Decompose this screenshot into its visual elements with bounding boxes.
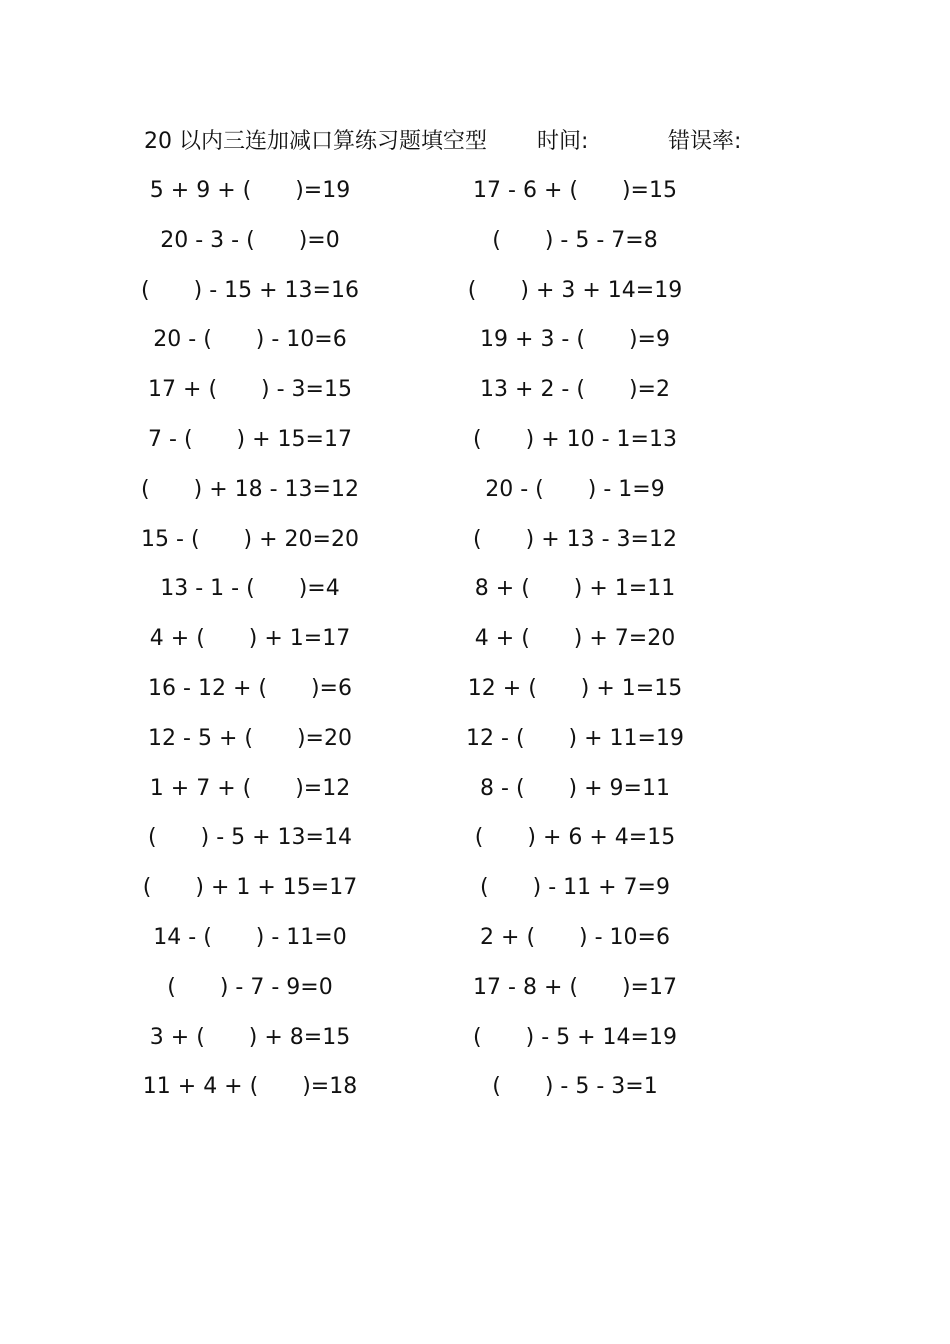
problem-item: ( ) + 18 - 13=12 <box>141 476 359 502</box>
problem-item: 3 + ( ) + 8=15 <box>149 1024 351 1050</box>
problem-item: ( ) - 5 + 13=14 <box>148 825 352 851</box>
problem-item: 8 + ( ) + 1=11 <box>474 576 676 602</box>
problem-item: 17 - 6 + ( )=15 <box>473 178 677 203</box>
problem-item: ( ) - 5 - 3=1 <box>492 1074 658 1100</box>
problem-item: ( ) + 13 - 3=12 <box>473 526 677 552</box>
problem-item: 17 - 8 + ( )=17 <box>473 974 677 1000</box>
problem-item: ( ) + 1 + 15=17 <box>142 875 358 901</box>
problem-item: 2 + ( ) - 10=6 <box>480 924 670 950</box>
problem-item: 20 - ( ) - 10=6 <box>153 327 347 353</box>
problem-item: 12 - 5 + ( )=20 <box>148 725 352 751</box>
problem-item: 12 - ( ) + 11=19 <box>466 725 684 751</box>
problem-column-right <box>455 173 695 1123</box>
problem-item: 7 - ( ) + 15=17 <box>148 426 352 452</box>
problem-item: 13 + 2 - ( )=2 <box>480 377 670 403</box>
problem-item: 17 + ( ) - 3=15 <box>148 377 352 403</box>
problem-item: 4 + ( ) + 1=17 <box>149 626 351 652</box>
worksheet-title: 20 以内三连加减口算练习题填空型 <box>144 129 487 154</box>
problem-item: 20 - 3 - ( )=0 <box>160 227 340 253</box>
problem-item: ( ) - 11 + 7=9 <box>480 875 670 901</box>
problem-item: 16 - 12 + ( )=6 <box>148 675 352 701</box>
problem-item: ( ) - 15 + 13=16 <box>141 277 359 303</box>
problem-item: ( ) + 3 + 14=19 <box>467 277 683 303</box>
problem-item: ( ) - 7 - 9=0 <box>167 974 333 1000</box>
problem-item: 19 + 3 - ( )=9 <box>480 327 670 353</box>
problem-item: 12 + ( ) + 1=15 <box>467 675 683 701</box>
problem-item: ( ) + 6 + 4=15 <box>474 825 676 851</box>
problem-item: 1 + 7 + ( )=12 <box>149 775 351 801</box>
problem-item: 5 + 9 + ( )=19 <box>149 178 351 203</box>
problem-item: 13 - 1 - ( )=4 <box>160 576 340 602</box>
problem-item: ( ) - 5 + 14=19 <box>473 1024 677 1050</box>
problem-item: ( ) + 10 - 1=13 <box>473 426 677 452</box>
problem-item: 14 - ( ) - 11=0 <box>153 924 347 950</box>
problem-item: 15 - ( ) + 20=20 <box>141 526 359 552</box>
worksheet-header <box>0 124 950 160</box>
error-rate-label: 错误率: <box>668 129 742 154</box>
time-label: 时间: <box>537 129 589 154</box>
problem-item: 20 - ( ) - 1=9 <box>485 476 665 502</box>
problem-column-left <box>130 173 370 1123</box>
problem-item: 11 + 4 + ( )=18 <box>142 1074 358 1100</box>
problem-item: 4 + ( ) + 7=20 <box>474 626 676 652</box>
problem-item: 8 - ( ) + 9=11 <box>480 775 670 801</box>
problem-item: ( ) - 5 - 7=8 <box>492 227 658 253</box>
